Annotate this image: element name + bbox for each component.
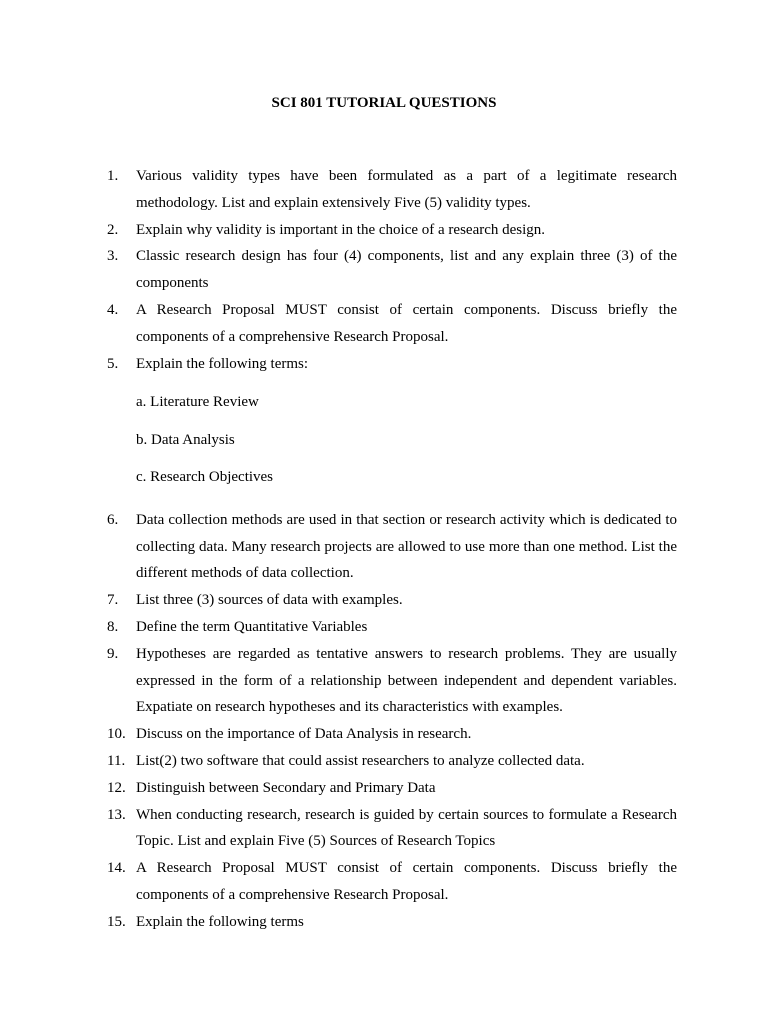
question-text: Discuss on the importance of Data Analysis in research.	[136, 726, 472, 743]
question-text: Classic research design has four (4) components, list and any explain three (3) of the components	[136, 248, 677, 292]
question-text: Hypotheses are regarded as tentative answers to research problems. They are usually expressed in the form of a relationship between independent and dependent variables. Expatiate on research hypotheses and its characteristics with examples.	[136, 645, 677, 716]
question-number: 7.	[107, 592, 119, 609]
question-5	[107, 351, 677, 378]
question-13	[107, 802, 677, 856]
question-1	[107, 163, 677, 217]
subitem-literature-review: a. Literature Review	[136, 394, 259, 411]
question-14	[107, 855, 677, 909]
question-number: 13.	[107, 806, 126, 823]
question-number: 5.	[107, 355, 119, 372]
question-number: 2.	[107, 221, 119, 238]
question-4	[107, 297, 677, 351]
question-7	[107, 587, 677, 614]
subitem-data-analysis: b. Data Analysis	[136, 431, 235, 448]
question-text: A Research Proposal MUST consist of certain components. Discuss briefly the components of a comprehensive Research Proposal.	[136, 301, 677, 345]
question-number: 14.	[107, 860, 126, 877]
question-text: A Research Proposal MUST consist of certain components. Discuss briefly the components of a comprehensive Research Proposal.	[136, 860, 677, 904]
question-6	[107, 507, 677, 587]
question-15	[107, 909, 677, 936]
question-11	[107, 748, 677, 775]
question-text: Explain why validity is important in the choice of a research design.	[136, 221, 546, 238]
question-number: 12.	[107, 779, 126, 796]
question-list	[107, 163, 677, 936]
question-5-subitems	[136, 384, 677, 497]
question-text: When conducting research, research is guided by certain sources to formulate a Research Topic. List and explain Five (5) Sources of Research Topics	[136, 806, 677, 850]
question-number: 11.	[107, 753, 126, 770]
question-number: 1.	[107, 168, 119, 184]
question-3	[107, 243, 677, 297]
question-text: Explain the following terms:	[136, 355, 309, 372]
question-text: Various validity types have been formulated as a part of a legitimate research methodology. List and explain extensively Five (5) validity types.	[136, 168, 677, 211]
question-text: List(2) two software that could assist researchers to analyze collected data.	[136, 753, 585, 770]
question-text: Data collection methods are used in that section or research activity which is dedicated to collecting data. Many research projects are allowed to use more than one method. List the different methods of data collection.	[136, 511, 677, 582]
question-number: 6.	[107, 511, 119, 528]
subitem-research-objectives: c. Research Objectives	[136, 469, 274, 486]
page-title: SCI 801 TUTORIAL QUESTIONS	[271, 95, 497, 111]
question-number: 9.	[107, 645, 119, 662]
question-9	[107, 641, 677, 721]
question-12	[107, 775, 677, 802]
question-10	[107, 721, 677, 748]
question-number: 4.	[107, 301, 119, 318]
question-number: 15.	[107, 913, 126, 930]
question-number: 3.	[107, 248, 119, 265]
question-text: Define the term Quantitative Variables	[136, 619, 368, 636]
question-text: Distinguish between Secondary and Primary Data	[136, 779, 436, 796]
question-text: Explain the following terms	[136, 913, 304, 930]
question-number: 8.	[107, 619, 119, 636]
question-2	[107, 217, 677, 244]
question-8	[107, 614, 677, 641]
question-text: List three (3) sources of data with examples.	[136, 592, 403, 609]
question-number: 10.	[107, 726, 126, 743]
